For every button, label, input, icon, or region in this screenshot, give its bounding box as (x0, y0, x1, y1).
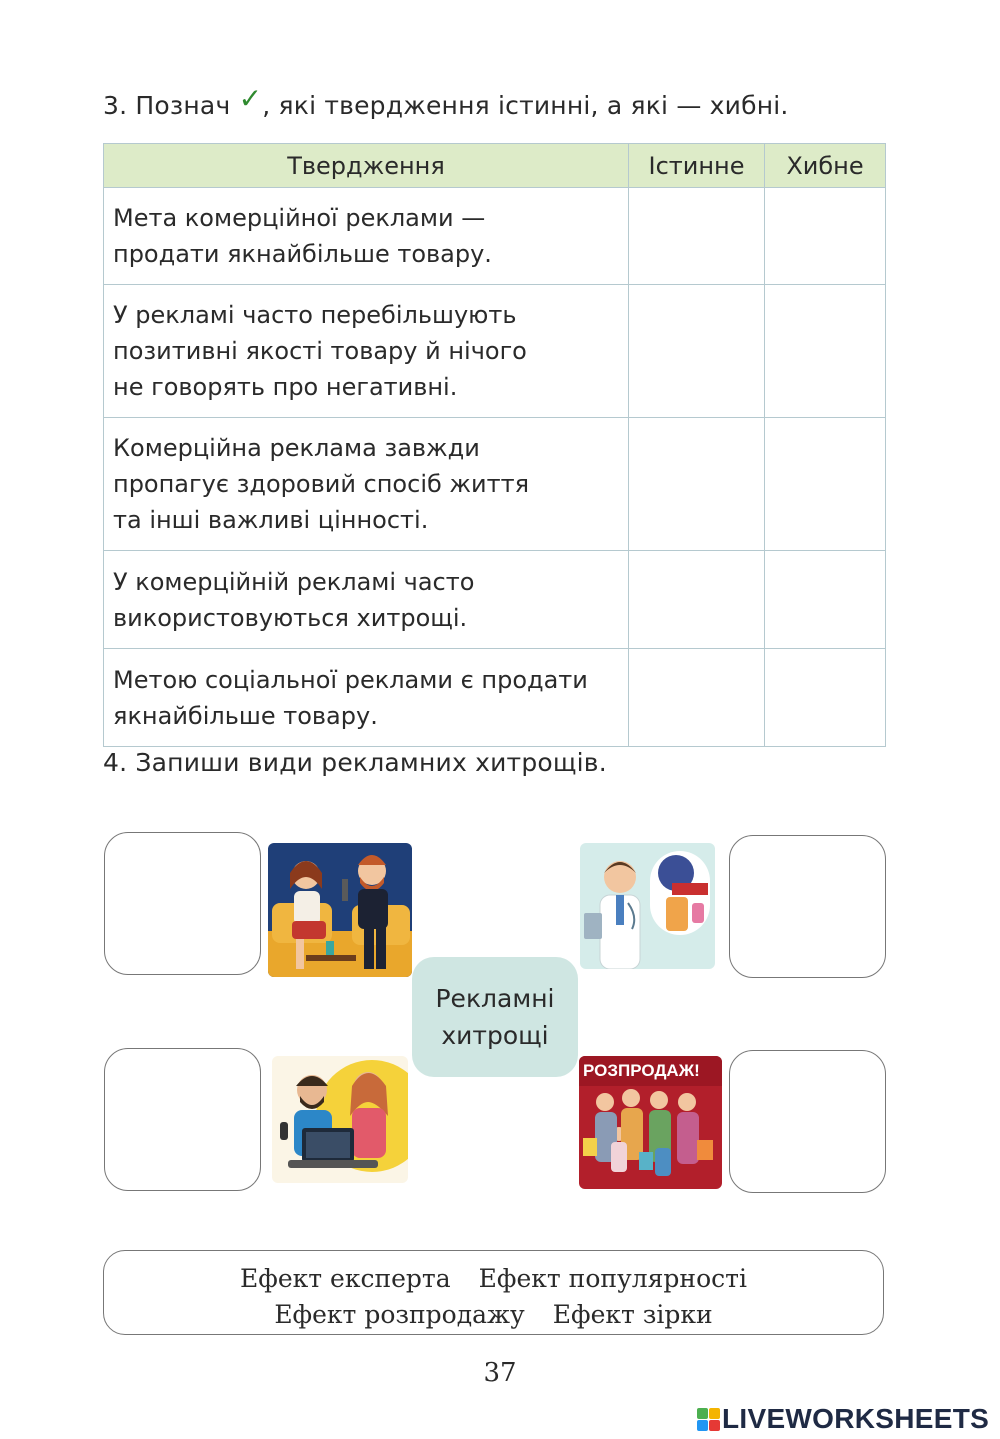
table-row (104, 285, 886, 418)
statement-line: Комерційна реклама завжди (113, 434, 480, 462)
sale-banner-text: РОЗПРОДАЖ! (583, 1061, 700, 1080)
table-row (104, 418, 886, 551)
page-number: 37 (483, 1358, 517, 1388)
word-bank (103, 1250, 884, 1335)
answer-box-bottom-left[interactable] (104, 1048, 261, 1191)
statement-cell (104, 649, 629, 747)
word-bank-item[interactable]: Ефект популярності (478, 1264, 747, 1293)
word-bank-row-1 (104, 1261, 883, 1297)
statement-line: якнайбільше товару. (113, 701, 378, 730)
table-row (104, 551, 886, 649)
statement-cell (104, 418, 629, 551)
statement-line: У рекламі часто перебільшують (113, 301, 517, 329)
true-checkbox[interactable] (629, 418, 765, 551)
statement-line: пропагує здоровий спосіб життя (113, 470, 530, 498)
statement-line: не говорять про негативні. (113, 373, 458, 401)
statement-line: використовуються хитрощі. (113, 603, 468, 632)
task-3-prefix: 3. Познач (103, 91, 231, 120)
true-checkbox[interactable] (629, 188, 765, 285)
sale-crowd-image (579, 1056, 722, 1189)
false-checkbox[interactable] (765, 188, 886, 285)
liveworksheets-logo (697, 1403, 989, 1435)
table-row (104, 188, 886, 285)
statement-line: У комерційній рекламі часто (113, 567, 475, 596)
true-checkbox[interactable] (629, 285, 765, 418)
header-false: Хибне (765, 144, 886, 188)
answer-box-top-left[interactable] (104, 832, 261, 975)
true-false-table (103, 143, 886, 747)
false-checkbox[interactable] (765, 649, 886, 747)
true-checkbox[interactable] (629, 551, 765, 649)
false-checkbox[interactable] (765, 418, 886, 551)
answer-box-bottom-right[interactable] (729, 1050, 886, 1193)
statement-line: продати якнайбільше товару. (113, 240, 492, 268)
table-row (104, 649, 886, 747)
word-bank-item[interactable]: Ефект експерта (240, 1264, 451, 1293)
checkmark-icon: ✓ (238, 82, 263, 115)
brand-logo-icon (697, 1408, 720, 1431)
word-bank-item[interactable]: Ефект розпродажу (274, 1300, 525, 1329)
task-3-title (103, 82, 789, 121)
statement-line: позитивні якості товару й нічого (113, 337, 527, 365)
center-line-2: хитрощі (441, 1021, 549, 1050)
false-checkbox[interactable] (765, 285, 886, 418)
center-topic-bubble (412, 957, 578, 1077)
center-line-1: Рекламні (435, 984, 555, 1013)
false-checkbox[interactable] (765, 551, 886, 649)
answer-box-top-right[interactable] (729, 835, 886, 978)
table-header-row (104, 144, 886, 188)
word-bank-row-2 (104, 1297, 883, 1333)
statement-line: Мета комерційної реклами — (113, 204, 486, 232)
expert-doctor-image (580, 843, 715, 969)
word-bank-item[interactable]: Ефект зірки (552, 1300, 713, 1329)
task-3-suffix: , які твердження істинні, а які — хибні. (262, 91, 789, 120)
celebrity-interview-image (268, 843, 412, 977)
header-true: Істинне (629, 144, 765, 188)
statement-line: Метою соціальної реклами є продати (113, 665, 588, 694)
statement-cell (104, 285, 629, 418)
statement-cell (104, 188, 629, 285)
task-4-title: 4. Запиши види рекламних хитрощів. (103, 748, 607, 777)
statement-line: та інші важливі цінності. (113, 506, 429, 534)
popularity-blogger-image (272, 1056, 408, 1183)
brand-name: LIVEWORKSHEETS (722, 1403, 990, 1434)
header-statement: Твердження (104, 144, 629, 188)
statement-cell (104, 551, 629, 649)
true-checkbox[interactable] (629, 649, 765, 747)
